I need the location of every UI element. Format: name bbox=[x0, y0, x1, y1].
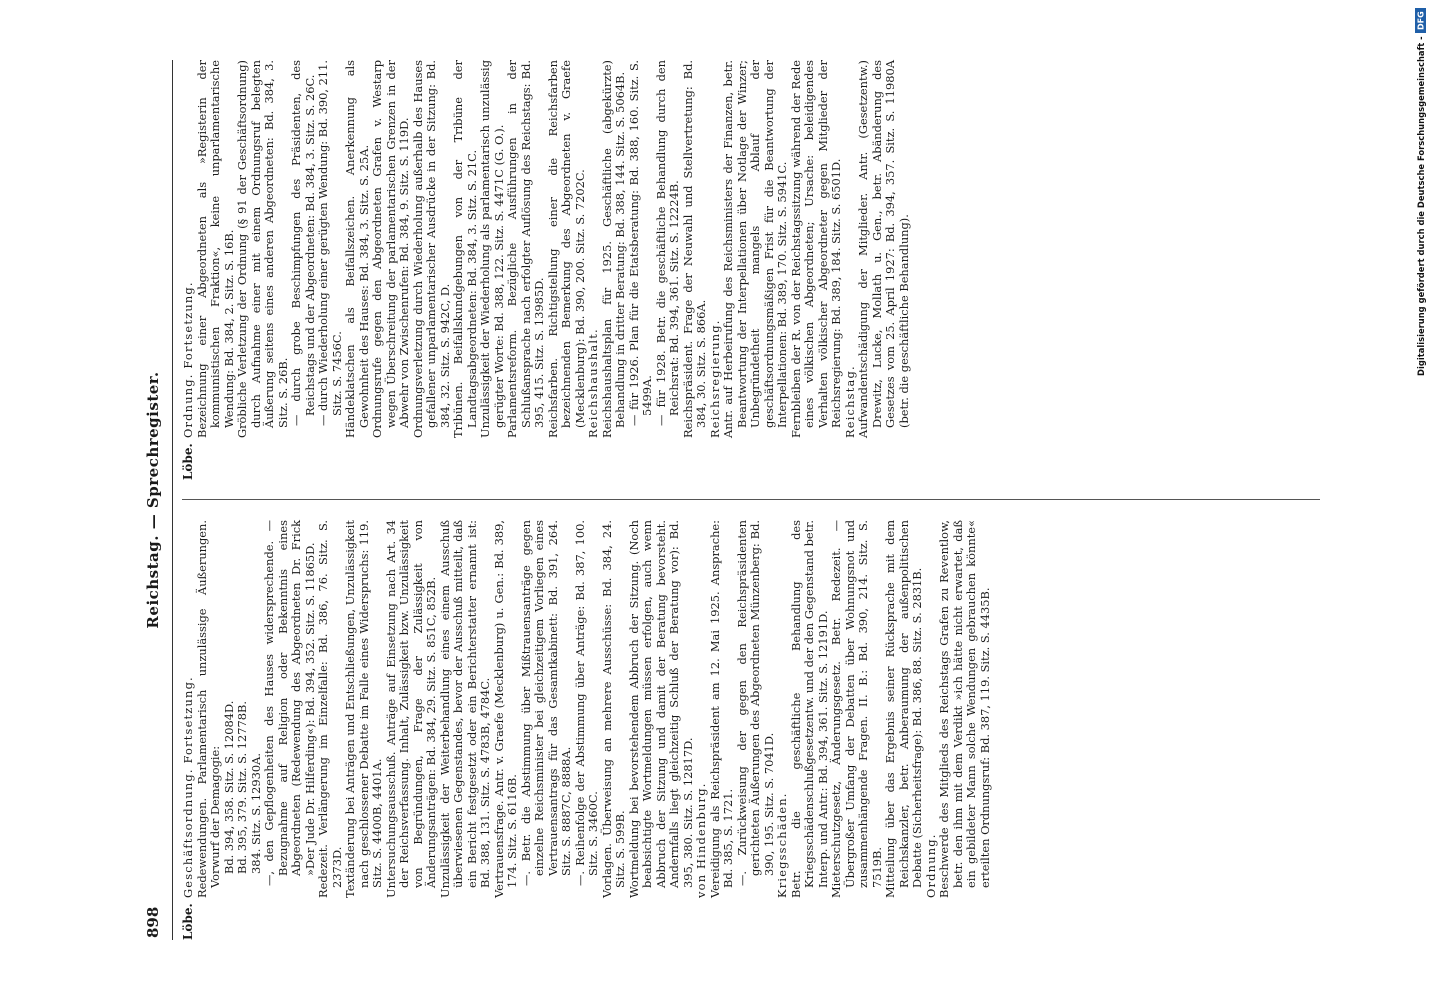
register-entry: Ordnungsrufe gegen den Abgeordneten Grafen v. Westarp wegen Überschreitung der parlamentarischen Grenzen in der Abwehr von Zwischenrufen: Bd. 384, 9. Sitz. S. 119D. bbox=[370, 60, 411, 438]
page-header bbox=[140, 60, 170, 940]
register-entry: Beschwerde des Mitglieds des Reichstags Grafen zu Reventlow, betr. den ihm mit dem Verdikt »ich hätte nicht erwartet, daß ein gebildeter Mann solche Wendungen gebrauchen könnte« erteilten Ordnungsruf: Bd. 387, 119. Sitz. S. 4435B. bbox=[937, 520, 992, 898]
register-entry: Parlamentsreform. Bezügliche Ausführungen in der Schlußansprache nach erfolgter Auflösung des Reichstags: Bd. 395, 415. Sitz. S. 13985D. bbox=[505, 60, 546, 438]
register-heading: Kriegsschäden. bbox=[775, 792, 789, 898]
register-heading: Reichstag. bbox=[842, 365, 857, 438]
register-entry: — durch grobe Beschimpfungen des Präsidenten, des Reichstags und der Abgeordneten: Bd. 384, 3. Sitz. S. 26C. bbox=[289, 60, 317, 426]
register-entry: Vertrauensfrage. Antr. v. Graefe (Mecklenburg) u. Gen.: Bd. 389, 174. Sitz. S. 6116B. bbox=[491, 520, 519, 898]
register-entry: —. Reihenfolge der Abstimmung über Anträge: Bd. 387, 100. Sitz. S. 3460C. bbox=[572, 520, 600, 886]
register-entry: Bd. 394, 358. Sitz. S. 12084D. bbox=[221, 700, 236, 874]
header-rule bbox=[172, 60, 173, 940]
register-entry: Bd. 395, 379. Sitz. S. 12778B. bbox=[235, 700, 249, 874]
running-head: Reichstag. — Sprechregister. bbox=[144, 371, 162, 629]
register-entry: Tribünen. Beifallskundgebungen von der Tribüne der Landtagsabgeordneten: Bd. 384, 3. Sitz. S. 21C. bbox=[451, 60, 479, 438]
register-entry: Ordnungsverletzung durch Wiederholung außerhalb des Hauses gefallener unparlamentarischer Ausdrücke in der Sitzung: Bd. 384, 32. Sitz. S. 942C, D. bbox=[410, 60, 452, 438]
register-entry: —. Betr. die Abstimmung über Mißtrauensanträge gegen einzelne Reichsminister bei gleichzeitigem Vorliegen eines Vertrauensantrags für das Gesamtkabinett: Bd. 391, 264. Sitz. S. 8887C, 8888A. bbox=[518, 520, 573, 886]
register-heading: Geschäftsordnung. Fortsetzung. bbox=[181, 676, 195, 898]
column-label: Löbe. bbox=[181, 903, 195, 940]
register-entry: Antr. auf Herbeirufung des Reichsministers der Finanzen, betr. Beantwortung der Interpellationen über Notlage der Winzer; Unbegründetheit mangels Ablauf der geschäftsordnungsmäßigen Frist für die Beantwortung der Interpellationen: Bd. 389, 170. Sitz. S. 5941C. bbox=[721, 60, 789, 438]
register-entry: Fernbleiben der R. von der Reichstagssitzung während der Rede eines völkischen Abgeordneten; Ursache: beleidigendes Verhalten völkischer Abgeordneter gegen Mitglieder der Reichsregierung: Bd. 389, 184. Sitz. S. 6501D. bbox=[788, 60, 843, 438]
register-heading: Ordnung. Fortsetzung. bbox=[181, 281, 195, 438]
register-entry: Textänderung bei Anträgen und Entschließungen, Unzulässigkeit nach geschlossener Debatte im Falle eines Widerspruchs: 119. Sitz. S. 4400B, 4401A. bbox=[343, 520, 384, 898]
register-entry: Mieterschutzgesetz, Änderungsgesetz. Betr. Redezeit. — Übergroßer Umfang der Debatten über Wohnungsnot und zusammenhängende Fragen. II. B.: Bd. 390, 214. Sitz. S. 7519B. bbox=[829, 520, 884, 898]
register-entry: —. Zurückweisung der gegen den Reichspräsidenten gerichteten Äußerungen des Abgeordneten Münzenberg: Bd. 390, 195. Sitz. S. 7041D. bbox=[734, 520, 776, 886]
register-entry: Redewendungen. Parlamentarisch unzulässige Äußerungen. Vorwurf der Demagogie: bbox=[194, 520, 222, 898]
register-heading: Reichsregierung. bbox=[707, 319, 722, 438]
register-entry: Händeklatschen als Beifallszeichen. Anerkennung als Gewohnheit des Hauses: Bd. 384, 3. Sitz. S. 25A. bbox=[343, 60, 371, 438]
register-entry: Wortmeldung bei bevorstehendem Abbruch der Sitzung. (Noch beabsichtigte Wortmeldungen müssen erfolgen, auch wenn Abbruch der Sitzung und damit der Beratung bevorsteht. Andernfalls liegt gleichzeitig Schluß der Beratung vor): Bd. 395, 380. Sitz. S. 12817D. bbox=[626, 520, 695, 898]
register-entry: Reichshaushaltsplan für 1925. Geschäftliche (abgekürzte) Behandlung in dritter Beratung: Bd. 388, 144. Sitz. S. 5064B. bbox=[599, 60, 627, 438]
register-entry: Gröbliche Verletzung der Ordnung (§ 91 der Geschäftsordnung) durch Aufnahme einer mit einem Ordnungsruf belegten Äußerung seitens eines anderen Abgeordneten: Bd. 384, 3. Sitz. S. 26B. bbox=[235, 60, 290, 438]
digitization-credit bbox=[1412, 8, 1430, 988]
register-entry: — durch Wiederholung einer gerügten Wendung: Bd. 390, 211. Sitz. S. 7456C. bbox=[316, 60, 344, 426]
left-column-body bbox=[182, 520, 992, 898]
credit-text: Digitalisierung gefördert durch die Deutsche Forschungsgemeinschaft - bbox=[1416, 36, 1426, 377]
register-heading: von Hindenburg. bbox=[694, 782, 708, 898]
column-divider bbox=[182, 499, 1320, 500]
register-entry: Aufwandentschädigung der Mitglieder. Antr. (Gesetzentw.) Drewitz, Lucke, Mollath u. Gen., betr. Abänderung des Gesetzes vom 25. April 1927: Bd. 394, 357. Sitz. S. 11980A (betr. die geschäftliche Behandlung). bbox=[856, 60, 911, 438]
scan-page bbox=[140, 60, 1320, 940]
register-entry: 384. Sitz. S. 12930A. bbox=[248, 753, 263, 874]
register-entry: — für 1926. Plan für die Etatsberatung: Bd. 388, 160. Sitz. S. 5499A. bbox=[626, 60, 654, 426]
register-entry: — für 1928. Betr. die geschäftliche Behandlung durch den Reichsrat: Bd. 394, 361. Sitz. S. 12224B. bbox=[653, 60, 681, 426]
column-label: Löbe. bbox=[181, 443, 195, 480]
page-number: 898 bbox=[144, 906, 162, 938]
right-column-body bbox=[182, 60, 911, 438]
register-entry: Unzulässigkeit der Wiederholung als parlamentarisch unzulässig gerügter Worte: Bd. 388, 122. Sitz. S. 4471C (G. O.). bbox=[478, 60, 506, 438]
register-entry: —, den Gepflogenheiten des Hauses widersprechende. — Bezugnahme auf Religion oder Bekenntnis eines Abgeordneten (Redewendung des Abgeordneten Dr. Frick »Der Jude Dr. Hilferding«): Bd. 394, 352. Sitz. S. 11865D. bbox=[262, 520, 317, 886]
register-entry: Vereidigung als Reichspräsident am 12. Mai 1925. Ansprache: Bd. 385, S. 1721. bbox=[707, 520, 735, 898]
register-entry: Reichsfarben. Richtigstellung einer die Reichsfarben bezeichnenden Bemerkung des Abgeordneten v. Graefe (Mecklenburg): Bd. 390, 200. Sitz. S. 7202C. bbox=[545, 60, 587, 438]
register-entry: Mitteilung über das Ergebnis seiner Rücksprache mit dem Reichskanzler, betr. Anberaumung der außenpolitischen Debatte (Sicherheitsfrage): Bd. 386, 88. Sitz. S. 2831B. bbox=[883, 520, 924, 898]
register-entry: Betr. die geschäftliche Behandlung des Kriegsschädenschlußgesetzentw. und der den Gegenstand betr. Interp. und Antr.: Bd. 394, 361. Sitz. S. 12191D. bbox=[788, 520, 830, 898]
right-column bbox=[182, 60, 1320, 480]
register-entry: Redezeit. Verlängerung im Einzelfalle: Bd. 386, 76. Sitz. S. 2373D. bbox=[316, 520, 344, 898]
register-heading: Reichshaushalt. bbox=[586, 328, 600, 438]
register-heading: Ordnung. bbox=[923, 833, 938, 898]
register-entry: Bezeichnung einer Abgeordneten als »Registerin der kommunistischen Fraktion«, keine unparlamentarische Wendung: Bd. 384, 2. Sitz. S. 16B. bbox=[194, 60, 236, 438]
register-entry: Reichspräsident. Frage der Neuwahl und Stellvertretung: Bd. 384, 30. Sitz. S. 866A. bbox=[680, 60, 708, 438]
register-entry: Unzulässigkeit der Weiterbehandlung eines einem Ausschuß überwiesenen Gegenstandes, bevor der Ausschuß mitteilt, daß ein Bericht festgesetzt oder ein Berichterstatter ernannt ist: Bd. 388, 131. Sitz. S. 4783B, 4784C. bbox=[437, 520, 492, 898]
dfg-logo: DFG bbox=[1416, 8, 1427, 33]
register-entry: Untersuchungsausschuß. Anträge auf Einsetzung nach Art. 34 der Reichsverfassung. Inhalt, Zulässigkeit bzw. Unzulässigkeit von Begründungen, Frage der Zulässigkeit von Änderungsanträgen: Bd. 384, 29. Sitz. S. 851C, 852B. bbox=[383, 520, 438, 898]
left-column bbox=[182, 520, 1320, 940]
register-entry: Vorlagen. Überweisung an mehrere Ausschüsse: Bd. 384, 24. Sitz. S. 599B. bbox=[599, 520, 627, 898]
